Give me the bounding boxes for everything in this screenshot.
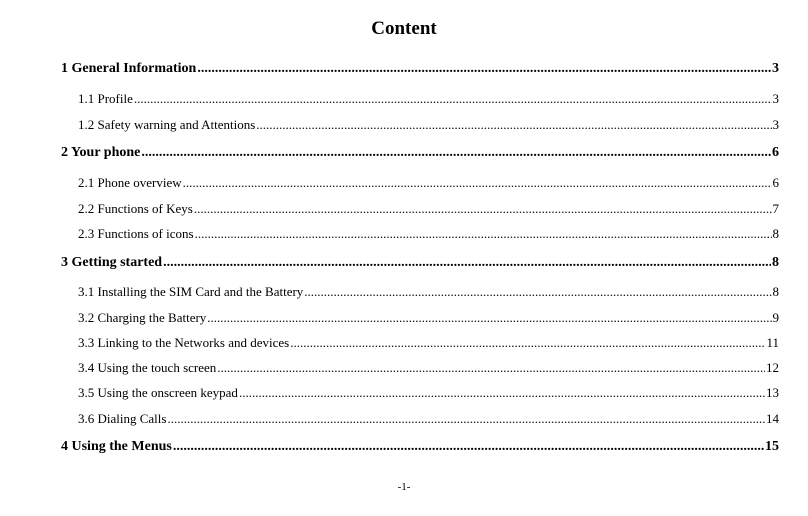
toc-page-number: 8 <box>772 284 779 299</box>
toc-entry-2-2[interactable] <box>78 201 779 217</box>
toc-leader <box>163 255 771 271</box>
toc-leader <box>167 411 765 427</box>
toc-page-number: 7 <box>772 201 779 216</box>
toc-label: 3.1 Installing the SIM Card and the Battery <box>78 284 304 299</box>
page-title: Content <box>371 18 437 39</box>
toc-leader <box>304 284 771 300</box>
toc-entry-3-5[interactable] <box>78 385 779 401</box>
toc-leader <box>239 385 765 401</box>
toc-entry-2-1[interactable] <box>78 175 779 191</box>
toc-label: 2.3 Functions of icons <box>78 226 194 241</box>
toc-leader <box>183 175 772 191</box>
toc-leader <box>194 201 772 217</box>
toc-leader <box>141 145 771 161</box>
toc-entry-3-3[interactable] <box>78 335 779 351</box>
toc-label: 1.2 Safety warning and Attentions <box>78 117 256 132</box>
toc-leader <box>207 310 771 326</box>
toc-label: 3.2 Charging the Battery <box>78 310 207 325</box>
toc-page-number: 8 <box>772 226 779 241</box>
toc-label: 3 Getting started <box>61 255 163 270</box>
toc-label: 2 Your phone <box>61 145 141 160</box>
toc-leader <box>173 439 764 455</box>
toc-entry-4[interactable] <box>61 439 779 455</box>
toc-page-number: 8 <box>772 255 779 270</box>
toc-page-number: 3 <box>772 117 779 132</box>
toc-page-number: 6 <box>772 175 779 190</box>
toc-leader <box>195 226 772 242</box>
toc-label: 3.5 Using the onscreen keypad <box>78 385 238 400</box>
toc-page-number: 13 <box>766 385 779 400</box>
toc-page-number: 9 <box>772 310 779 325</box>
toc-label: 3.3 Linking to the Networks and devices <box>78 335 290 350</box>
toc-page-number: 14 <box>766 411 779 426</box>
toc-page-number: 12 <box>766 360 779 375</box>
toc-page-number: 6 <box>772 145 779 160</box>
toc-label: 3.6 Dialing Calls <box>78 411 167 426</box>
toc-entry-3[interactable] <box>61 255 779 271</box>
toc-entry-3-2[interactable] <box>78 310 779 326</box>
toc-page-number: 15 <box>765 439 779 454</box>
toc-page-number: 11 <box>766 335 779 350</box>
toc-label: 3.4 Using the touch screen <box>78 360 217 375</box>
toc-entry-2-3[interactable] <box>78 226 779 242</box>
toc-page-number: 3 <box>772 91 779 106</box>
toc-label: 1.1 Profile <box>78 91 133 106</box>
toc-entry-1-1[interactable] <box>78 91 779 107</box>
toc-leader <box>290 335 765 351</box>
toc-entry-2[interactable] <box>61 145 779 161</box>
toc-entry-3-6[interactable] <box>78 411 779 427</box>
toc-leader <box>134 91 772 107</box>
page-number-footer: -1- <box>397 481 411 493</box>
toc-leader <box>256 117 771 133</box>
toc-entry-3-1[interactable] <box>78 284 779 300</box>
toc-entry-3-4[interactable] <box>78 360 779 376</box>
toc-label: 2.2 Functions of Keys <box>78 201 193 216</box>
toc-leader <box>197 61 771 77</box>
toc-leader <box>217 360 765 376</box>
toc-label: 1 General Information <box>61 61 197 76</box>
toc-label: 2.1 Phone overview <box>78 175 182 190</box>
toc-entry-1[interactable] <box>61 61 779 77</box>
toc-entry-1-2[interactable] <box>78 117 779 133</box>
toc-page-number: 3 <box>772 61 779 76</box>
toc-label: 4 Using the Menus <box>61 439 172 454</box>
